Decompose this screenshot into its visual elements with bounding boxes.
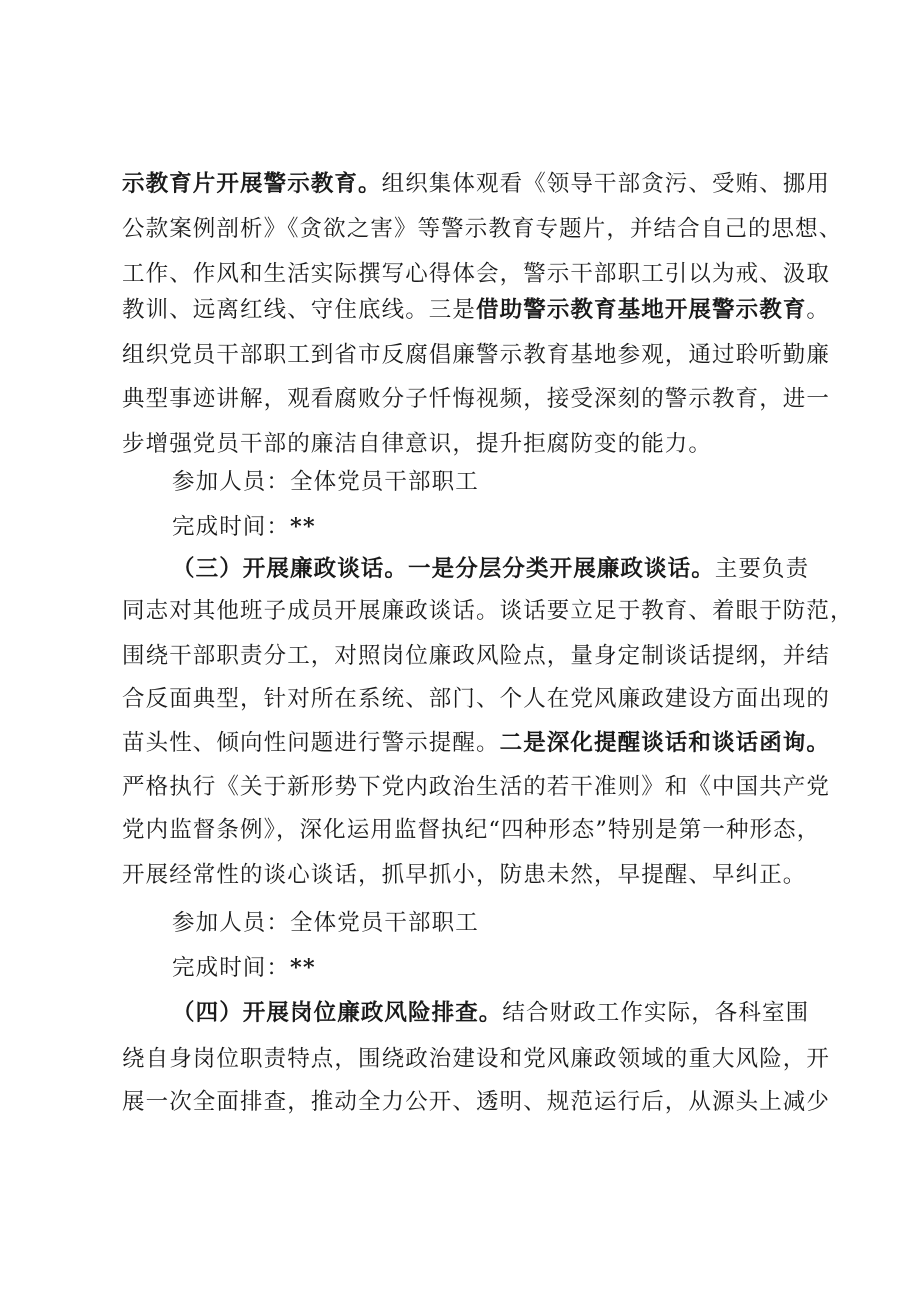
bold-heading: 二是深化提醒谈话和谈话函询。	[499, 730, 831, 756]
paragraph-line: 党内监督条例》，深化运用监督执纪“四种形态”特别是第一种形态，	[122, 817, 821, 843]
body-text: 苗头性、倾向性问题进行警示提醒。	[122, 730, 500, 756]
body-text: 。	[806, 297, 831, 323]
paragraph-line: 展一次全面排查，推动全力公开、透明、规范运行后，从源头上减少	[122, 1089, 831, 1115]
paragraph-line	[122, 299, 842, 322]
section-heading: （四）开展岗位廉政风险排查。	[172, 1000, 503, 1026]
body-text: 结合财政工作实际，各科室围	[502, 1000, 810, 1026]
participants-line: 参加人员：全体党员干部职工	[172, 910, 479, 936]
paragraph-line: 典型事迹讲解，观看腐败分子忏悔视频，接受深刻的警示教育，进一	[122, 386, 831, 412]
completion-time-line	[172, 516, 892, 539]
paragraph-line	[172, 558, 892, 581]
paragraph-line	[172, 1002, 892, 1025]
completion-time-value: **	[290, 514, 316, 540]
body-text: 组织集体观看《领导干部贪污、受贿、挪用	[381, 171, 831, 197]
paragraph-line: 同志对其他班子成员开展廉政谈话。谈话要立足于教育、着眼于防范，	[122, 598, 854, 624]
completion-time-line	[172, 957, 892, 980]
paragraph-line: 开展经常性的谈心谈话，抓早抓小，防患未然，早提醒、早纠正。	[122, 862, 807, 888]
bold-heading: 示教育片开展警示教育。	[122, 171, 382, 197]
paragraph-line: 合反面典型，针对所在系统、部门、个人在党风廉政建设方面出现的	[122, 686, 831, 712]
paragraph-line: 严格执行《关于新形势下党内政治生活的若干准则》和《中国共产党	[122, 774, 831, 800]
body-text: 教训、远离红线、守住底线。三是	[122, 297, 477, 323]
section-heading: （三）开展廉政谈话。一是分层分类开展廉政谈话。	[172, 556, 715, 582]
completion-time-label: 完成时间：	[172, 955, 291, 981]
bold-heading: 借助警示教育基地开展警示教育	[476, 297, 807, 323]
paragraph-line	[122, 173, 842, 196]
paragraph-line: 工作、作风和生活实际撰写心得体会，警示干部职工引以为戒、汲取	[122, 261, 831, 287]
paragraph-line	[122, 732, 842, 755]
completion-time-value: **	[290, 955, 316, 981]
paragraph-line: 步增强党员干部的廉洁自律意识，提升拒腐防变的能力。	[122, 431, 713, 457]
paragraph-line: 绕自身岗位职责特点，围绕政治建设和党风廉政领域的重大风险，开	[122, 1046, 831, 1072]
body-text: 主要负责	[714, 556, 810, 582]
paragraph-line: 围绕干部职责分工，对照岗位廉政风险点，量身定制谈话提纲，并结	[122, 643, 831, 669]
participants-line: 参加人员：全体党员干部职工	[172, 469, 479, 495]
completion-time-label: 完成时间：	[172, 514, 291, 540]
paragraph-line: 公款案例剖析》《贪欲之害》等警示教育专题片，并结合自己的思想、	[122, 216, 843, 242]
paragraph-line: 组织党员干部职工到省市反腐倡廉警示教育基地参观，通过聆听勤廉	[122, 342, 831, 368]
